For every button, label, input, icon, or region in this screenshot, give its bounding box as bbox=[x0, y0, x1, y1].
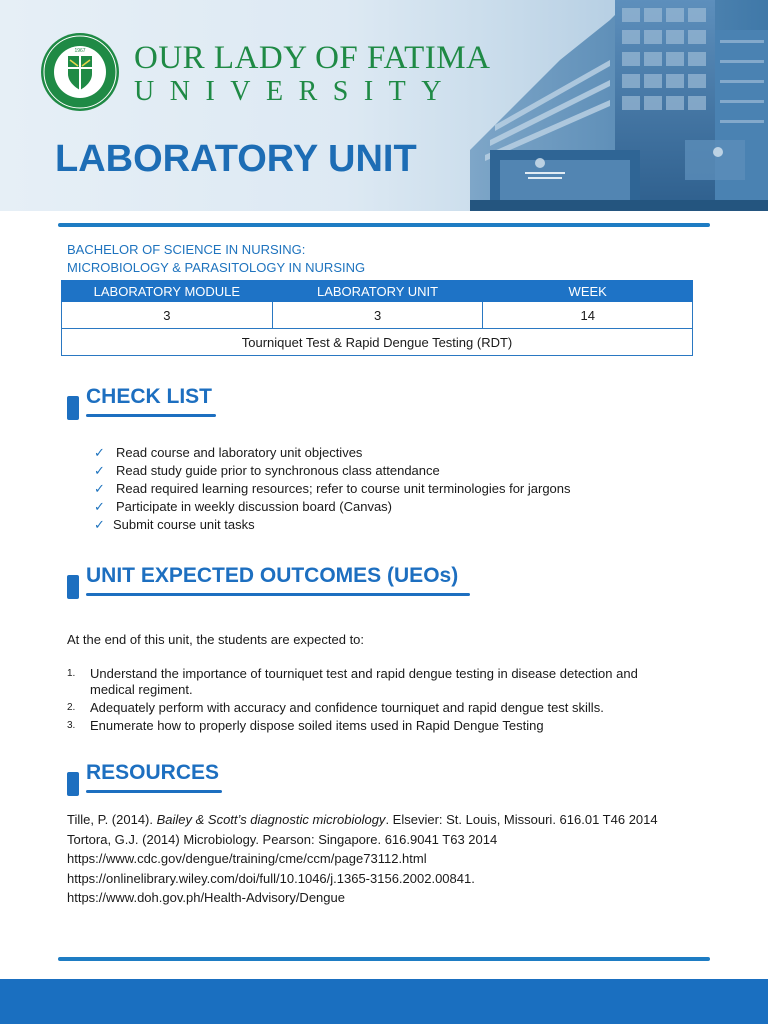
bottom-divider bbox=[58, 957, 710, 961]
page-title: LABORATORY UNIT bbox=[55, 138, 417, 180]
heading-marker bbox=[67, 772, 79, 796]
checklist-item-text: Read course and laboratory unit objectives bbox=[116, 445, 363, 460]
heading-underline bbox=[86, 790, 222, 793]
list-item bbox=[94, 516, 571, 534]
checklist-heading bbox=[67, 385, 287, 421]
reference-title: Bailey & Scott’s diagnostic microbiology bbox=[156, 812, 386, 827]
course-info bbox=[67, 241, 365, 277]
university-seal-logo bbox=[40, 32, 120, 112]
item-number: 3. bbox=[67, 720, 76, 731]
module-number: 3 bbox=[62, 302, 273, 329]
subject-name: MICROBIOLOGY & PARASITOLOGY IN NURSING bbox=[67, 260, 366, 275]
resources-heading bbox=[67, 761, 287, 797]
check-icon: ✓ bbox=[94, 481, 105, 496]
heading-underline bbox=[86, 414, 216, 417]
header-laboratory-unit: LABORATORY UNIT bbox=[272, 281, 483, 302]
module-info-table bbox=[61, 280, 693, 356]
item-number: 2. bbox=[67, 702, 76, 713]
item-number: 1. bbox=[67, 668, 76, 679]
unit-topic: Tourniquet Test & Rapid Dengue Testing (RDT) bbox=[62, 329, 693, 356]
svg-text:1967: 1967 bbox=[74, 48, 86, 54]
page-header bbox=[0, 0, 768, 211]
outcomes-title: UNIT EXPECTED OUTCOMES (UEOs) bbox=[86, 564, 459, 587]
outcome-text: Enumerate how to properly dispose soiled items used in Rapid Dengue Testing bbox=[90, 718, 544, 733]
outcome-text: Understand the importance of tourniquet test and rapid dengue testing in disease detection and medical regiment. bbox=[90, 666, 638, 697]
table-header-row bbox=[62, 281, 693, 302]
university-name-line-1: OUR LADY OF FATIMA bbox=[134, 40, 491, 76]
list-item bbox=[67, 700, 677, 716]
reference-author: Tille, P. (2014). bbox=[67, 812, 157, 827]
checklist-item-text: Read required learning resources; refer to course unit terminologies for jargons bbox=[116, 481, 571, 496]
checklist bbox=[94, 444, 571, 534]
top-divider bbox=[58, 223, 710, 227]
checklist-item-text: Participate in weekly discussion board (Canvas) bbox=[116, 499, 393, 514]
week-number: 14 bbox=[483, 302, 693, 329]
university-name-line-2: UNIVERSITY bbox=[134, 76, 457, 107]
check-icon: ✓ bbox=[94, 445, 105, 460]
heading-marker bbox=[67, 575, 79, 599]
resources-list bbox=[67, 810, 658, 908]
reference-item: Tortora, G.J. (2014) Microbiology. Pearson: Singapore. 616.9041 T63 2014 bbox=[67, 831, 498, 847]
list-item bbox=[94, 444, 571, 462]
checklist-title: CHECK LIST bbox=[86, 385, 212, 408]
page-footer-band bbox=[0, 979, 768, 1024]
heading-marker bbox=[67, 396, 79, 420]
outcome-text: Adequately perform with accuracy and confidence tourniquet and rapid dengue test skills. bbox=[90, 700, 604, 715]
heading-underline bbox=[86, 593, 470, 596]
check-icon: ✓ bbox=[94, 517, 105, 532]
program-name: BACHELOR OF SCIENCE IN NURSING: bbox=[67, 242, 306, 257]
resources-title: RESOURCES bbox=[86, 761, 220, 784]
list-item bbox=[94, 480, 571, 498]
list-item bbox=[94, 498, 571, 516]
table-row bbox=[62, 302, 693, 329]
checklist-item-text: Submit course unit tasks bbox=[113, 517, 255, 532]
table-row bbox=[62, 329, 693, 356]
outcomes-list bbox=[67, 666, 677, 736]
list-item bbox=[94, 462, 571, 480]
campus-building-illustration bbox=[430, 0, 768, 211]
check-icon: ✓ bbox=[94, 499, 105, 514]
outcomes-intro: At the end of this unit, the students are expected to: bbox=[67, 632, 365, 647]
header-week: WEEK bbox=[483, 281, 693, 302]
reference-link[interactable]: https://onlinelibrary.wiley.com/doi/full/10.1046/j.1365-3156.2002.00841. bbox=[67, 870, 475, 886]
header-laboratory-module: LABORATORY MODULE bbox=[62, 281, 273, 302]
list-item bbox=[67, 718, 677, 734]
check-icon: ✓ bbox=[94, 463, 105, 478]
list-item bbox=[67, 666, 677, 698]
unit-number: 3 bbox=[272, 302, 483, 329]
outcomes-heading bbox=[67, 564, 487, 600]
reference-item bbox=[67, 810, 658, 830]
reference-publisher: . Elsevier: St. Louis, Missouri. 616.01 T46 2014 bbox=[385, 812, 658, 827]
reference-link[interactable]: https://www.cdc.gov/dengue/training/cme/ccm/page73112.html bbox=[67, 851, 427, 866]
reference-link[interactable]: https://www.doh.gov.ph/Health-Advisory/Dengue bbox=[67, 890, 345, 905]
checklist-item-text: Read study guide prior to synchronous class attendance bbox=[116, 463, 440, 478]
